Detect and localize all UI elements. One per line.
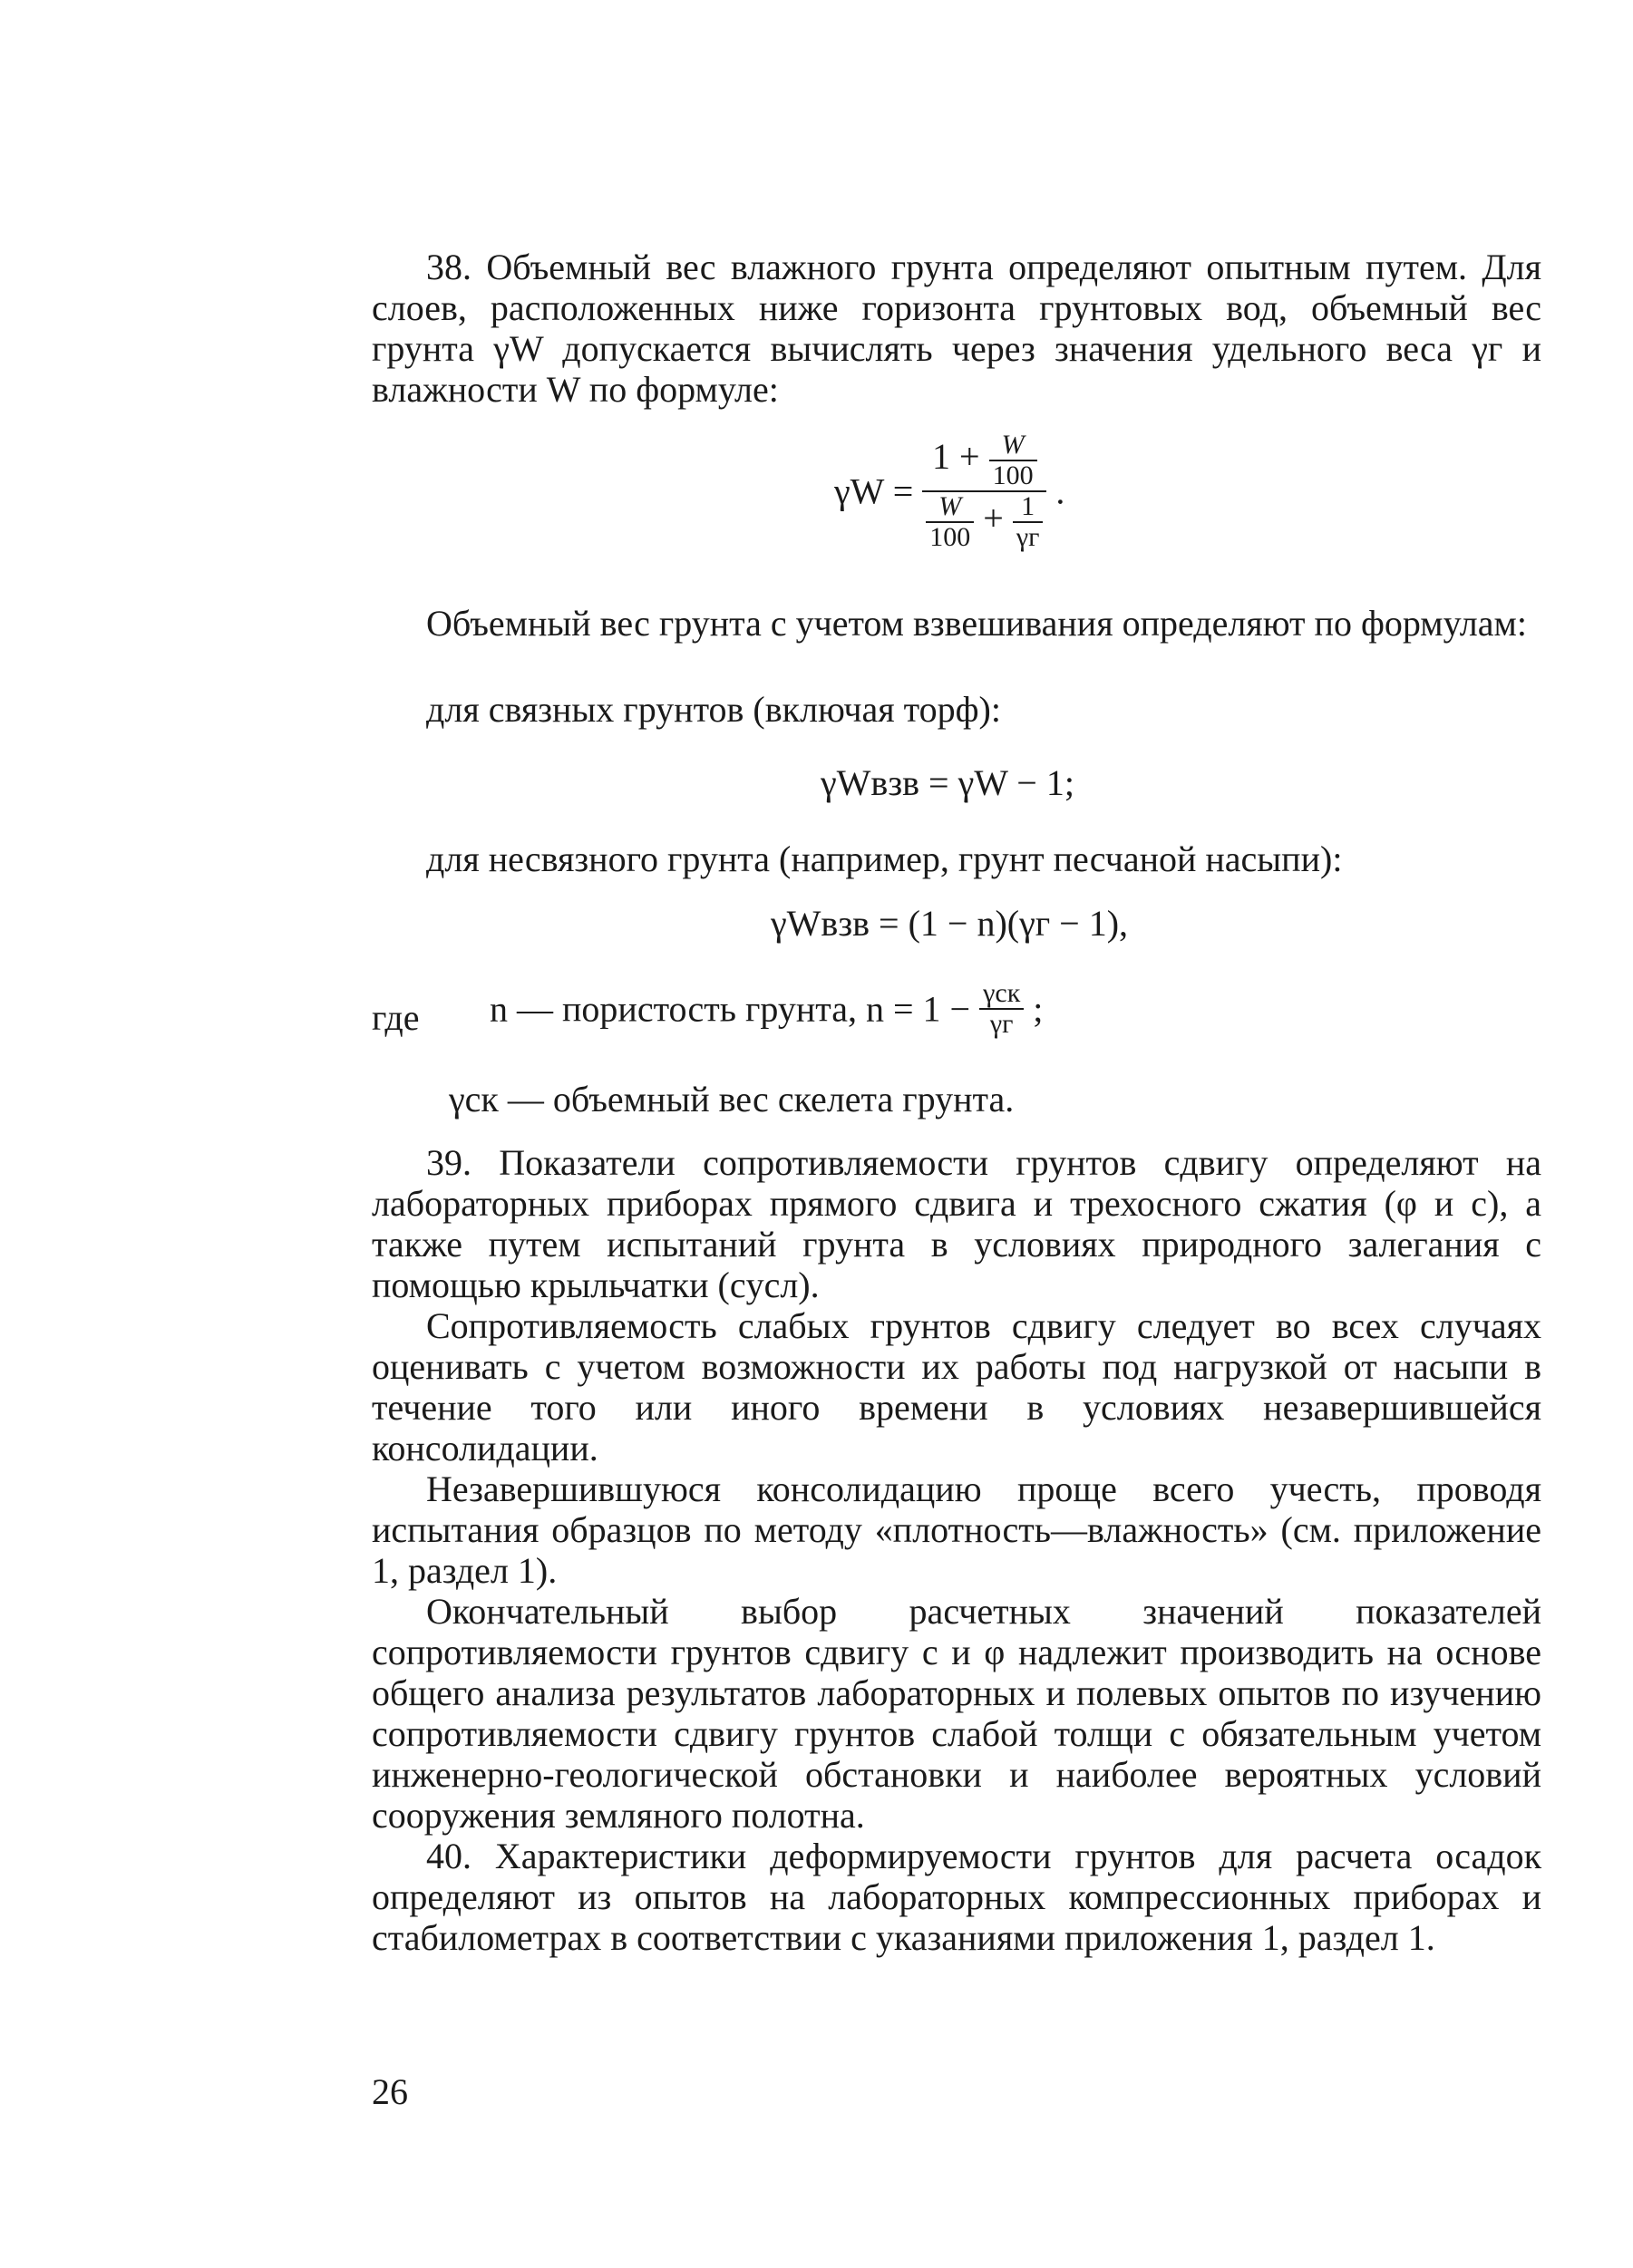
paragraph-39: 39. Показатели сопротивляемости грунтов сдвигу определяют на лабораторных приборах прямого сдвига и трехосного сжатия (φ и c), а также путем испытаний грунта в условиях природного залегания с помощью крыльчатки (cусл). [372, 1142, 1541, 1305]
paragraph-38-block [372, 247, 1541, 410]
paragraph-39b: Сопротивляемость слабых грунтов сдвигу следует во всех случаях оценивать с учетом возможности их работы под нагрузкой от насыпи в течение того или иного времени в условиях незавершившейся консолидации. [372, 1305, 1541, 1468]
formula-tail: . [1055, 470, 1065, 512]
where-n-den: γг [979, 1008, 1024, 1039]
where-n-num: γск [983, 978, 1021, 1008]
formula-one-b: 1 [1021, 491, 1035, 521]
formula-w-over-100-b [926, 492, 974, 552]
formula-100-b: 100 [926, 521, 974, 552]
formula-gamma-w [834, 431, 1064, 552]
formula-lhs: γW = [834, 470, 914, 512]
where-n [490, 979, 1043, 1039]
where-n-fraction [979, 979, 1024, 1039]
formula-w: W [1001, 430, 1025, 460]
formula-numerator [922, 431, 1046, 490]
formula-denominator [922, 490, 1046, 552]
formula-100: 100 [989, 460, 1037, 490]
paragraph-39d: Окончательный выбор расчетных значений показателей сопротивляемости грунтов сдвигу c и φ надлежит производить на основе общего анализа результатов лабораторных и полевых опытов по изучению сопротивляемости сдвигу грунтов слабой толщи с обязательным учетом инженерно-геологической обстановки и наиболее вероятных условий сооружения земляного полотна. [372, 1591, 1541, 1836]
where-gamma-sk: γск — объемный вес скелета грунта. [449, 1079, 1015, 1119]
formula-gamma-g: γг [1013, 521, 1044, 552]
formula-plus: + [983, 498, 1004, 539]
where-n-text: n — пористость грунта, n = 1 − [490, 988, 971, 1030]
formula-cohesive: γWвзв = γW − 1; [821, 762, 1074, 803]
formula-1-over-gamma [1013, 492, 1044, 552]
intro-vzv: Объемный вес грунта с учетом взвешивания определяют по формулам: [426, 603, 1527, 644]
intro-vzv-block [372, 603, 1541, 644]
page-number: 26 [372, 2071, 408, 2112]
paragraph-38: 38. Объемный вес влажного грунта определяют опытным путем. Для слоев, расположенных ниже горизонта грунтовых вод, объемный вес грунта γW допускается вычислять через значения удельного веса γг и влажности W по формуле: [372, 247, 1541, 410]
where-label: где [372, 997, 420, 1038]
cohesive-label: для связных грунтов (включая торф): [426, 689, 1001, 730]
noncohesive-label: для несвязного грунта (например, грунт песчаной насыпи): [426, 838, 1343, 879]
paragraph-39-block [372, 1142, 1541, 1958]
formula-w-over-100 [989, 431, 1037, 490]
where-n-end: ; [1033, 988, 1044, 1030]
formula-one: 1 + [932, 436, 980, 478]
paragraph-39c: Незавершившуюся консолидацию проще всего учесть, проводя испытания образцов по методу «плотность—влажность» (см. приложение 1, раздел 1). [372, 1468, 1541, 1591]
formula-w-b: W [938, 491, 962, 521]
formula-main-fraction [922, 431, 1046, 552]
paragraph-40: 40. Характеристики деформируемости грунтов для расчета осадок определяют из опытов на лабораторных компрессионных приборах и стабилометрах в соответствии с указаниями приложения 1, раздел 1. [372, 1836, 1541, 1958]
formula-noncohesive: γWвзв = (1 − n)(γг − 1), [771, 903, 1129, 944]
